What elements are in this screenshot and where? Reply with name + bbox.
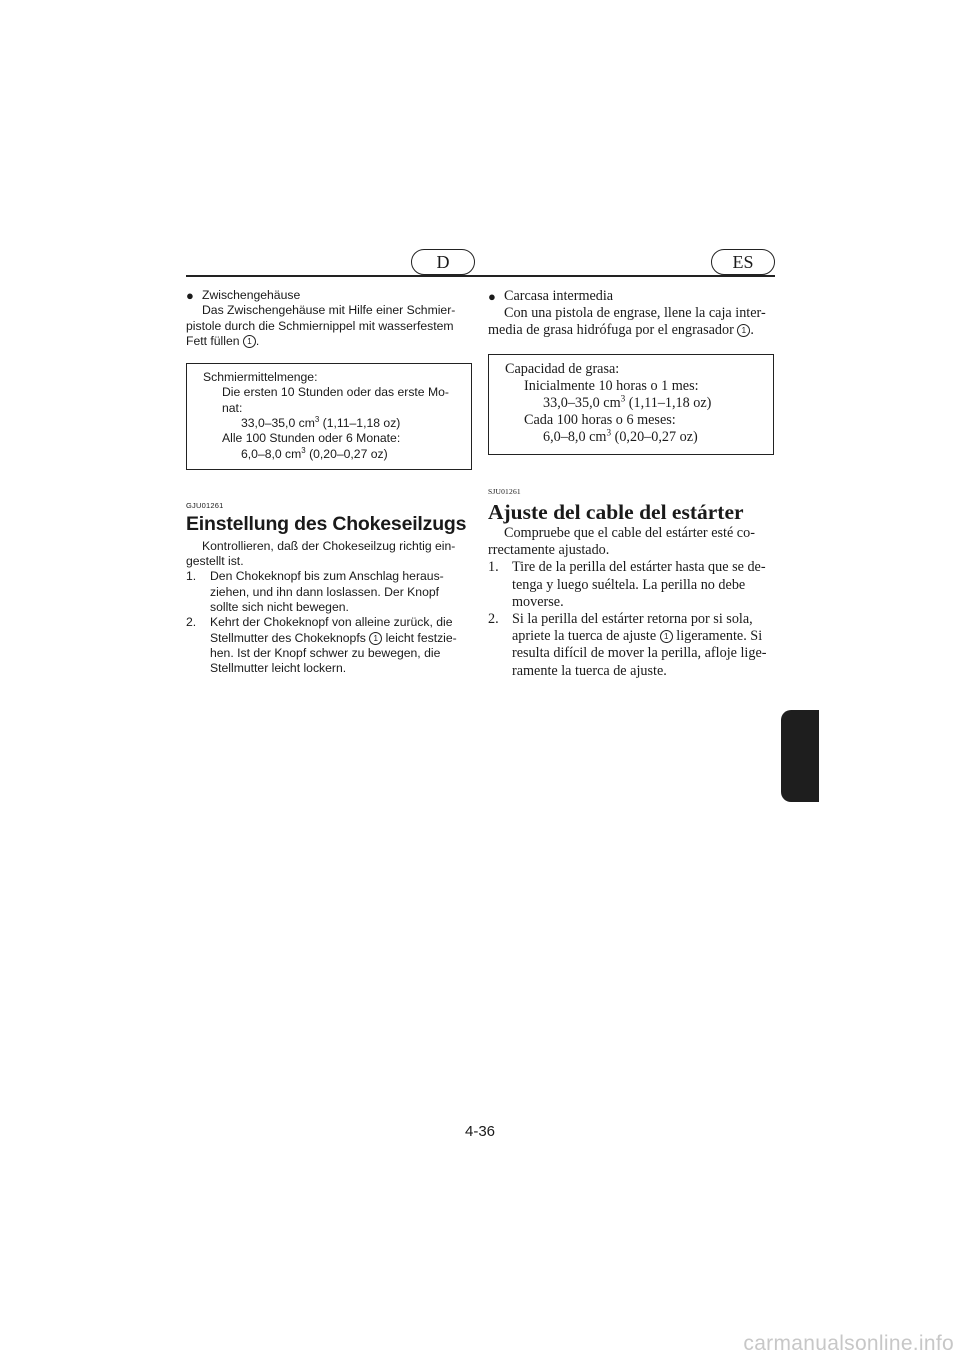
step-1-de [186,569,472,615]
step-number: 1. [488,559,499,576]
intro-es-line-1: Compruebe que el cable del estárter esté co- [504,525,755,542]
spec-first-value-de [203,416,471,431]
page-number: 4-36 [464,1123,496,1140]
paragraph-de-line-2: pistole durch die Schmiernippel mit wasserfestem [186,318,454,333]
step-line: Tire de la perilla del estárter hasta que se de- [512,559,766,576]
language-label-de: D [436,251,450,272]
callout-1-icon: 1 [243,335,256,348]
step-number: 2. [186,615,197,630]
language-badge-es [711,249,775,275]
spec-every-value-de [203,447,471,462]
language-badge-de [411,249,475,275]
spec-box-es [488,354,774,455]
step-text: leicht festzie- [385,630,457,645]
step-number: 1. [186,569,197,584]
value-text: (0,20–0,27 oz) [611,429,698,446]
step-line: ramente la tuerca de ajuste. [512,662,667,679]
bullet-icon: ● [488,289,496,304]
step-text: ligeramente. Si [676,628,763,645]
section-title-es: Ajuste del cable del estárter [488,499,744,524]
language-label-es: ES [732,251,754,272]
watermark: carmanualsonline.info [743,1332,954,1355]
step-line: Si la perilla del estárter retorna por si sola, [512,611,753,628]
chapter-thumb-tab [781,710,819,802]
step-text: Stellmutter des Chokeknopfs [210,630,366,645]
spec-title-de: Schmiermittelmenge: [203,370,318,385]
section-code-de: GJU01261 [186,501,224,511]
spec-first-es: Inicialmente 10 horas o 1 mes: [524,377,699,394]
callout-1-icon: 1 [660,630,673,643]
intro-de-line-1: Kontrollieren, daß der Chokeseilzug richtig ein- [202,538,456,553]
step-line: moverse. [512,593,564,610]
value-text: 33,0–35,0 cm [241,416,315,431]
bullet-item-es [488,288,774,305]
period: . [750,322,754,339]
step-1-es [488,559,774,611]
value-text: 6,0–8,0 cm [241,446,302,461]
superscript: 3 [620,393,626,404]
paragraph-de-line-1: Das Zwischengehäuse mit Hilfe einer Schmier- [202,303,456,318]
callout-1-icon: 1 [737,324,750,337]
value-text: (1,11–1,18 oz) [625,395,712,412]
step-line: resulta difícil de mover la perilla, afloje lige- [512,645,767,662]
bullet-item-de [186,288,472,303]
bullet-heading-de: Zwischengehäuse [202,288,301,302]
paragraph-de-text: Fett füllen [186,333,240,348]
value-text: (0,20–0,27 oz) [305,446,388,461]
spec-box-de [186,363,472,470]
step-line [210,631,472,646]
step-line: Stellmutter leicht lockern. [210,661,347,676]
paragraph-es-line-1: Con una pistola de engrase, llene la caja inter- [504,305,766,322]
step-2-es [488,611,774,680]
intro-es-line-2: rrectamente ajustado. [488,542,610,559]
paragraph-es-line-2 [488,322,774,339]
period: . [255,333,260,348]
intro-de-line-2: gestellt ist. [186,554,244,569]
superscript: 3 [314,415,320,425]
spec-first-de-b: nat: [222,400,243,415]
callout-1-icon: 1 [369,632,382,645]
value-text: (1,11–1,18 oz) [319,416,401,431]
step-line: Kehrt der Chokeknopf von alleine zurück, die [210,615,453,630]
spec-first-value-es [505,395,773,412]
bullet-icon: ● [186,288,194,303]
step-text: apriete la tuerca de ajuste [512,628,657,645]
spec-title-es: Capacidad de grasa: [505,360,620,377]
step-line [512,628,774,645]
superscript: 3 [301,445,306,455]
paragraph-es-text: media de grasa hidrófuga por el engrasador [488,322,734,339]
step-line: sollte sich nicht bewegen. [210,599,349,614]
column-spanish [488,288,774,680]
spec-every-es: Cada 100 horas o 6 meses: [524,412,676,429]
superscript: 3 [606,427,612,438]
spec-first-de-a: Die ersten 10 Stunden oder das erste Mo- [222,385,449,400]
step-number: 2. [488,611,499,628]
header-rule [186,275,775,277]
column-german [186,288,472,676]
step-2-de [186,615,472,676]
bullet-heading-es: Carcasa intermedia [504,288,614,304]
spec-every-de: Alle 100 Stunden oder 6 Monate: [222,431,401,446]
step-line: Den Chokeknopf bis zum Anschlag heraus- [210,569,444,584]
section-title-de: Einstellung des Chokeseilzugs [186,513,467,536]
step-line: ziehen, und ihn dann loslassen. Der Knopf [210,584,440,599]
spec-every-value-es [505,429,773,446]
value-text: 6,0–8,0 cm [543,429,607,446]
value-text: 33,0–35,0 cm [543,395,621,412]
section-code-es: SJU01261 [488,486,521,496]
step-line: hen. Ist der Knopf schwer zu bewegen, die [210,645,441,660]
paragraph-de-line-3 [186,334,472,349]
step-line: tenga y luego suéltela. La perilla no debe [512,576,746,593]
